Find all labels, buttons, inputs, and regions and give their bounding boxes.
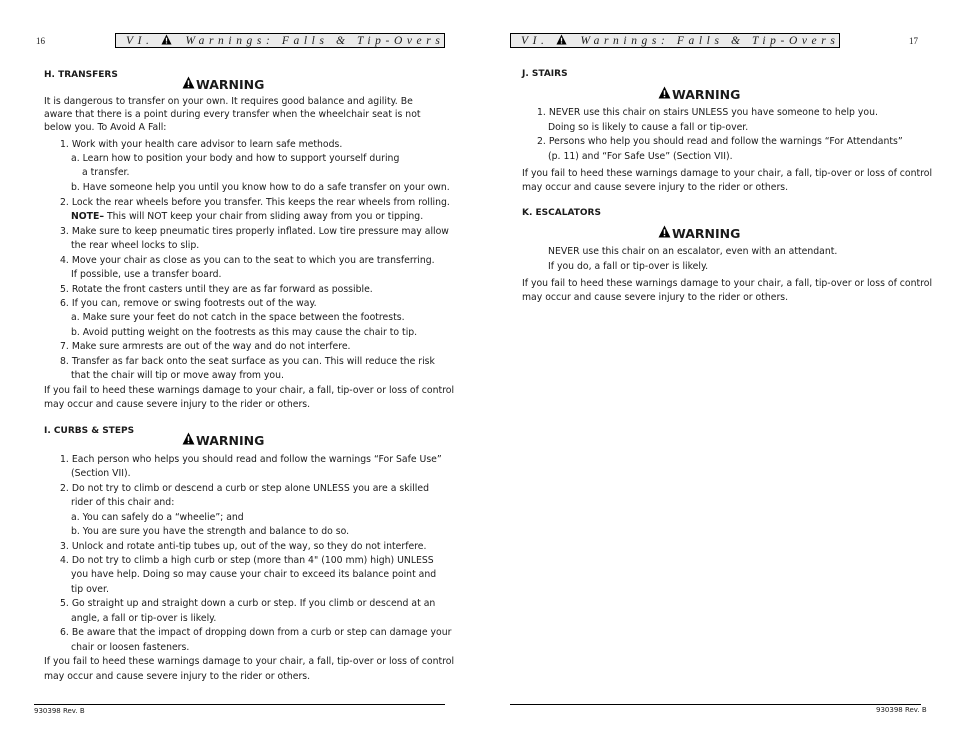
list-item: 6. If you can, remove or swing footrests out of the way. <box>60 298 317 309</box>
list-item: 2. Do not try to climb or descend a curb or step alone UNLESS you are a skilled <box>60 483 429 494</box>
footer-rule-left <box>34 704 445 705</box>
warning-heading <box>182 76 264 92</box>
text-line: may occur and cause severe injury to the rider or others. <box>44 399 311 410</box>
warning-label: WARNING <box>672 86 741 102</box>
warning-triangle-icon <box>182 76 195 92</box>
warning-triangle-icon <box>658 86 671 102</box>
text-line: It is dangerous to transfer on your own. It requires good balance and agility. Be <box>44 96 413 107</box>
list-item: 1. Work with your health care advisor to learn safe methods. <box>60 139 343 150</box>
text-line: chair or loosen fasteners. <box>71 642 190 653</box>
text-line: the rear wheel locks to slip. <box>71 240 200 251</box>
section-heading-transfers: H. TRANSFERS <box>44 70 118 80</box>
list-subitem: a. You can safely do a “wheelie”; and <box>71 512 244 523</box>
list-item: 5. Go straight up and straight down a curb or step. If you climb or descend at an <box>60 598 436 609</box>
warning-triangle-icon <box>556 34 567 49</box>
list-item: 7. Make sure armrests are out of the way and do not interfere. <box>60 341 351 352</box>
text-line: tip over. <box>71 584 109 595</box>
note-line <box>71 211 423 223</box>
list-subitem: b. Avoid putting weight on the footrests as this may cause the chair to tip. <box>71 327 418 338</box>
text-line: may occur and cause severe injury to the rider or others. <box>522 182 789 193</box>
section-heading-stairs: J. STAIRS <box>522 69 568 79</box>
list-item: 3. Make sure to keep pneumatic tires properly inflated. Low tire pressure may allow <box>60 226 449 237</box>
text-line: Doing so is likely to cause a fall or tip-over. <box>548 122 749 133</box>
warning-label: WARNING <box>672 225 741 241</box>
text-line: If possible, use a transfer board. <box>71 269 222 280</box>
note-text: This will NOT keep your chair from sliding away from you or tipping. <box>104 211 424 222</box>
list-subitem: a. Learn how to position your body and how to support yourself during <box>71 153 400 164</box>
warning-label: WARNING <box>196 76 265 92</box>
text-line: If you fail to heed these warnings damage to your chair, a fall, tip-over or loss of control <box>44 656 455 667</box>
warning-triangle-icon <box>161 34 172 49</box>
list-item: 2. Persons who help you should read and follow the warnings “For Attendants” <box>537 136 903 147</box>
banner-title: Warnings: Falls & Tip-Overs <box>185 35 445 47</box>
warning-heading <box>658 225 740 241</box>
list-item: 2. Lock the rear wheels before you transfer. This keeps the rear wheels from rolling. <box>60 197 450 208</box>
text-line: may occur and cause severe injury to the rider or others. <box>44 671 311 682</box>
text-line: a transfer. <box>82 167 130 178</box>
section-heading-curbs-steps: I. CURBS & STEPS <box>44 426 135 436</box>
list-item: 5. Rotate the front casters until they are as far forward as possible. <box>60 284 373 295</box>
text-line: may occur and cause severe injury to the rider or others. <box>522 292 789 303</box>
section-banner-right <box>510 33 840 48</box>
text-line: If you do, a fall or tip-over is likely. <box>548 261 709 272</box>
text-line: rider of this chair and: <box>71 497 175 508</box>
section-heading-escalators: K. ESCALATORS <box>522 208 601 218</box>
banner-prefix: VI. <box>521 35 549 47</box>
warning-label: WARNING <box>196 432 265 448</box>
text-line: If you fail to heed these warnings damage to your chair, a fall, tip-over or loss of control <box>522 278 933 289</box>
text-line: NEVER use this chair on an escalator, even with an attendant. <box>548 246 838 257</box>
list-item: 1. Each person who helps you should read and follow the warnings “For Safe Use” <box>60 454 442 465</box>
list-item: 4. Move your chair as close as you can to the seat to which you are transferring. <box>60 255 435 266</box>
list-item: 8. Transfer as far back onto the seat surface as you can. This will reduce the risk <box>60 356 435 367</box>
warning-heading <box>658 86 740 102</box>
list-item: 3. Unlock and rotate anti-tip tubes up, out of the way, so they do not interfere. <box>60 541 427 552</box>
page-number-left: 16 <box>36 36 45 46</box>
list-item: 1. NEVER use this chair on stairs UNLESS you have someone to help you. <box>537 107 878 118</box>
list-subitem: b. You are sure you have the strength and balance to do so. <box>71 526 350 537</box>
warning-triangle-icon <box>658 225 671 241</box>
list-subitem: a. Make sure your feet do not catch in the space between the footrests. <box>71 312 405 323</box>
text-line: that the chair will tip or move away from you. <box>71 370 284 381</box>
text-line: (Section VII). <box>71 468 131 479</box>
footer-doc-number-right: 930398 Rev. B <box>876 706 927 714</box>
section-banner-left <box>115 33 445 48</box>
text-line: If you fail to heed these warnings damage to your chair, a fall, tip-over or loss of control <box>522 168 933 179</box>
text-line: (p. 11) and “For Safe Use” (Section VII). <box>548 151 733 162</box>
list-subitem: b. Have someone help you until you know how to do a safe transfer on your own. <box>71 182 450 193</box>
page-number-right: 17 <box>909 36 918 46</box>
text-line: aware that there is a point during every transfer when the wheelchair seat is not <box>44 109 421 120</box>
text-line: angle, a fall or tip-over is likely. <box>71 613 217 624</box>
text-line: you have help. Doing so may cause your chair to exceed its balance point and <box>71 569 437 580</box>
text-line: below you. To Avoid A Fall: <box>44 122 167 133</box>
note-label: NOTE– <box>71 211 105 222</box>
banner-title: Warnings: Falls & Tip-Overs <box>580 35 840 47</box>
list-item: 4. Do not try to climb a high curb or step (more than 4" (100 mm) high) UNLESS <box>60 555 434 566</box>
warning-heading <box>182 432 264 448</box>
footer-rule-right <box>510 704 921 705</box>
list-item: 6. Be aware that the impact of dropping down from a curb or step can damage your <box>60 627 452 638</box>
text-line: If you fail to heed these warnings damage to your chair, a fall, tip-over or loss of control <box>44 385 455 396</box>
banner-prefix: VI. <box>126 35 154 47</box>
warning-triangle-icon <box>182 432 195 448</box>
footer-doc-number-left: 930398 Rev. B <box>34 707 85 715</box>
